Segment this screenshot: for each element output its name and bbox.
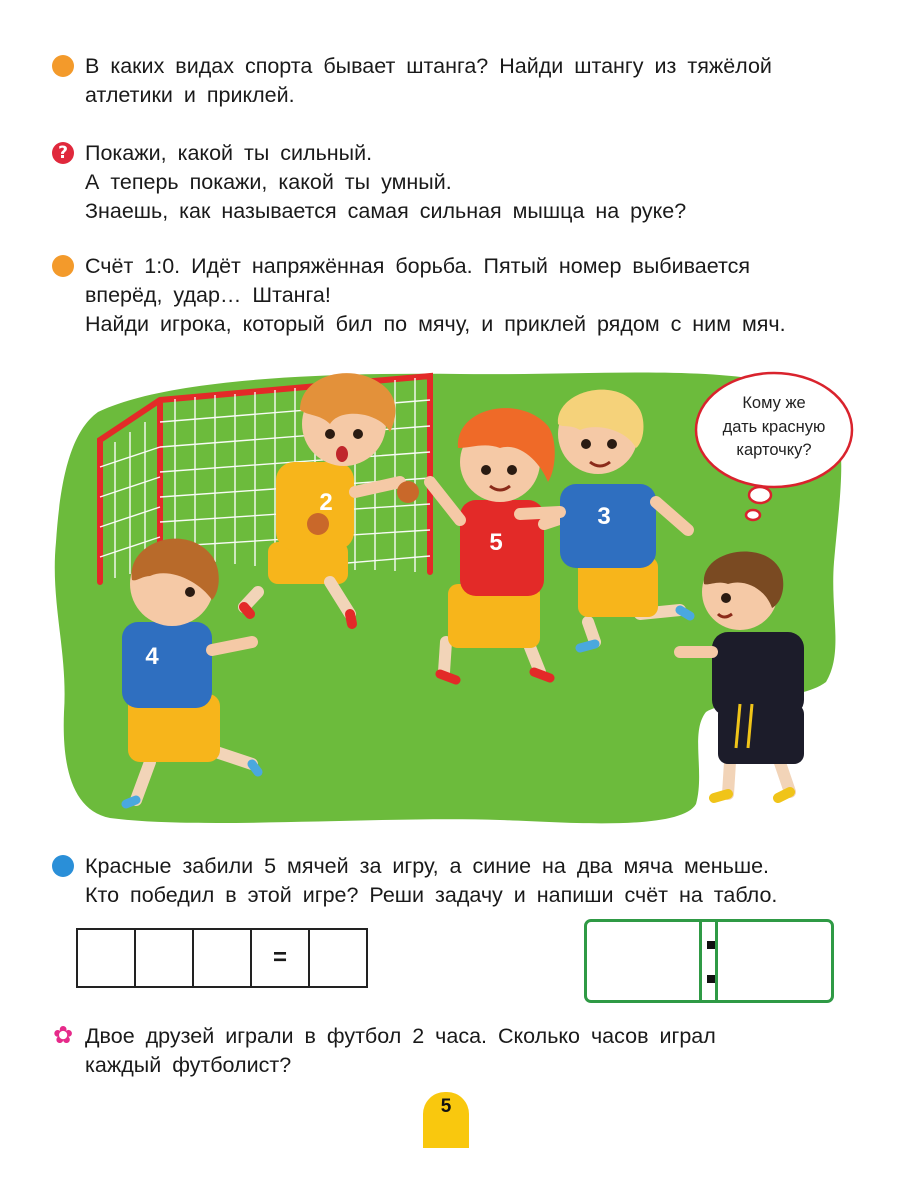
orange-dot-icon (52, 55, 74, 77)
task-line: Двое друзей играли в футбол 2 часа. Сколько часов играл (85, 1024, 716, 1048)
scoreboard-divider (699, 922, 718, 1000)
task-red-blue-goals (52, 852, 852, 910)
jersey-number: 2 (319, 489, 333, 516)
task-line: каждый футболист? (85, 1053, 292, 1077)
task-line: Красные забили 5 мячей за игру, а синие на два мяча меньше. (85, 854, 770, 878)
scoreboard (584, 919, 834, 1003)
task-two-friends (52, 1022, 852, 1080)
task-line: В каких видах спорта бывает штанга? Найди штангу из тяжёлой (85, 54, 772, 78)
page-number: 5 (423, 1092, 469, 1148)
colon-dot-icon (707, 975, 715, 983)
answer-box[interactable] (310, 930, 366, 986)
task-line: Знаешь, как называется самая сильная мышца на руке? (85, 199, 687, 223)
speech-bubble-text (700, 392, 848, 463)
task-score-player (52, 252, 852, 339)
task-line: Покажи, какой ты сильный. (85, 141, 373, 165)
equation-boxes (76, 928, 368, 988)
equals-sign: = (252, 930, 310, 986)
task-line: вперёд, удар… Штанга! (85, 283, 331, 307)
bubble-line: карточку? (736, 441, 812, 459)
orange-dot-icon (52, 255, 74, 277)
task-line: Найди игрока, который бил по мячу, и приклей рядом с ним мяч. (85, 312, 786, 336)
question-mark-icon: ? (52, 142, 74, 164)
colon-dot-icon (707, 941, 715, 949)
blue-dot-icon (52, 855, 74, 877)
task-strong-muscle (52, 139, 852, 226)
jersey-number: 4 (145, 643, 159, 670)
bubble-line: дать красную (722, 417, 826, 436)
answer-box[interactable] (194, 930, 252, 986)
flower-icon: ✿ (52, 1022, 74, 1049)
answer-box[interactable] (136, 930, 194, 986)
jersey-number: 5 (489, 529, 503, 556)
bubble-line: Кому же (742, 394, 806, 412)
answer-box[interactable] (78, 930, 136, 986)
task-line: А теперь покажи, какой ты умный. (85, 170, 452, 194)
task-line: атлетики и приклей. (85, 83, 295, 107)
jersey-number: 3 (597, 503, 611, 530)
task-barbell (52, 52, 852, 110)
task-line: Кто победил в этой игре? Реши задачу и напиши счёт на табло. (85, 883, 778, 907)
task-line: Счёт 1:0. Идёт напряжённая борьба. Пятый номер выбивается (85, 254, 750, 278)
